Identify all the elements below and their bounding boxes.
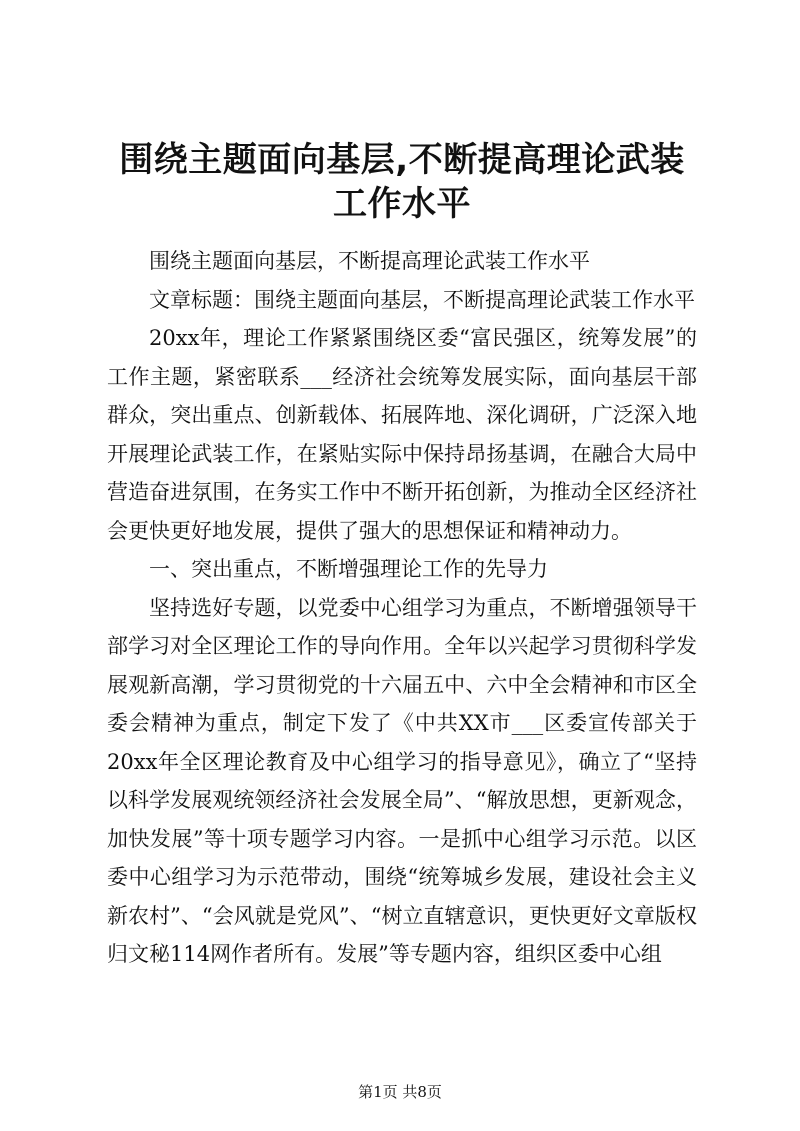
document-body: [107, 242, 697, 974]
paragraph-section-1-body: 坚持选好专题，以党委中心组学习为重点，不断增强领导干部学习对全区理论工作的导向作用。全年以兴起学习贯彻科学发展观新高潮，学习贯彻党的十六届五中、六中全会精神和市区全委会精神为重点，制定下发了《中共XX市___区委宣传部关于20xx年全区理论教育及中心组学习的指导意见》，确立了“坚持以科学发展观统领经济社会发展全局”、“解放思想，更新观念，加快发展”等十项专题学习内容。一是抓中心组学习示范。以区委中心组学习为示范带动，围绕“统筹城乡发展，建设社会主义新农村”、“会风就是党风”、“树立直辖意识，更快更好文章版权归文秘114网作者所有。发展”等专题内容，组织区委中心组: [107, 595, 697, 966]
paragraph-intro: 20xx年，理论工作紧紧围绕区委“富民强区，统筹发展”的工作主题，紧密联系___经济社会统筹发展实际，面向基层干部群众，突出重点、创新载体、拓展阵地、深化调研，广泛深入地开展理论武装工作，在紧贴实际中保持昂扬基调，在融合大局中营造奋进氛围，在务实工作中不断开拓创新，为推动全区经济社会更快更好地发展，提供了强大的思想保证和精神动力。: [107, 326, 697, 543]
document-title: 围绕主题面向基层,不断提高理论武装工作水平: [119, 140, 685, 224]
page-number-footer: 第1页 共8页: [358, 1083, 442, 1101]
paragraph-subtitle: 围绕主题面向基层，不断提高理论武装工作水平: [149, 249, 590, 273]
section-heading-1: 一、突出重点，不断增强理论工作的先导力: [149, 557, 548, 581]
paragraph-article-title: 文章标题：围绕主题面向基层，不断提高理论武装工作水平: [149, 287, 695, 312]
